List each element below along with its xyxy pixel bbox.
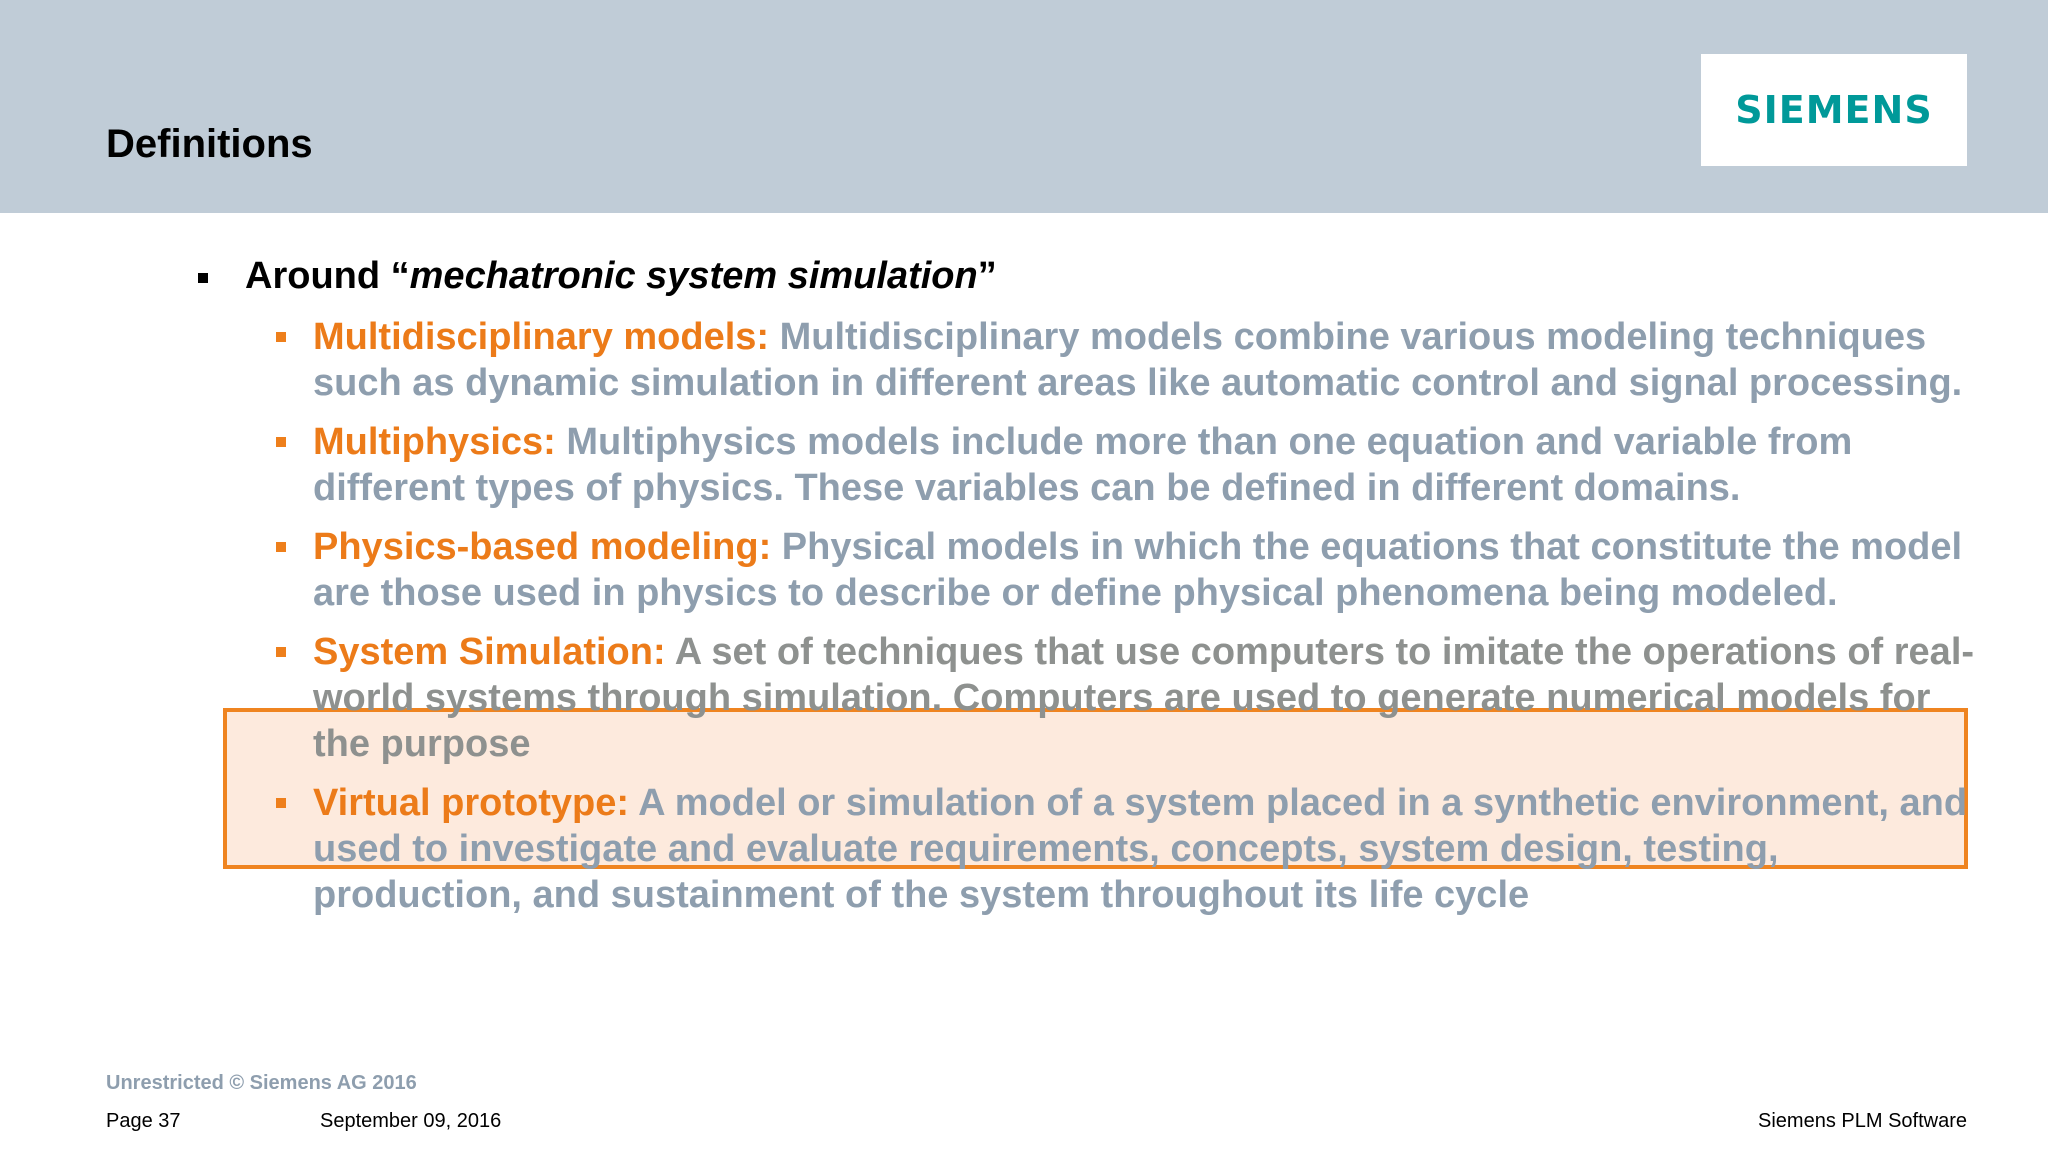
definition-item: [276, 524, 1976, 616]
footer-page-number: Page 37: [106, 1110, 181, 1132]
logo-text: SIEMENS: [1735, 88, 1933, 132]
definition-body: Multiphysics models include more than one equation and variable from different types of physics. These variables can be defined in different domains.: [313, 421, 1853, 509]
square-bullet-icon: [276, 542, 286, 552]
definition-body: Multidisciplinary models combine various modeling techniques such as dynamic simulation in different areas like automatic control and signal processing.: [313, 316, 1963, 404]
definition-text: [313, 629, 1976, 767]
square-bullet-icon: [198, 273, 208, 283]
definition-text: [313, 524, 1976, 616]
definition-body: Physical models in which the equations that constitute the model are those used in physics to describe or define physical phenomena being modeled.: [313, 526, 1963, 614]
section-heading: [198, 255, 997, 298]
definition-term: Virtual prototype:: [313, 782, 629, 824]
slide-title: Definitions: [106, 122, 313, 166]
square-bullet-icon: [276, 437, 286, 447]
definition-text: [313, 314, 1976, 406]
definition-term: Multiphysics:: [313, 421, 556, 463]
slide-header: [0, 0, 2048, 213]
definition-text: [313, 780, 1976, 918]
definition-item: [276, 314, 1976, 406]
definition-list: [276, 314, 1976, 931]
definition-body: A set of techniques that use computers to imitate the operations of real-world systems through simulation. Computers are used to generate numerical models for the purpose: [313, 631, 1975, 765]
definition-term: Multidisciplinary models:: [313, 316, 770, 358]
definition-term: System Simulation:: [313, 631, 666, 673]
siemens-logo: [1701, 54, 1967, 166]
square-bullet-icon: [276, 332, 286, 342]
definition-term: Physics-based modeling:: [313, 526, 772, 568]
footer-company: Siemens PLM Software: [1758, 1110, 1967, 1132]
footer-copyright: Unrestricted © Siemens AG 2016: [106, 1072, 417, 1094]
heading-suffix: ”: [977, 255, 997, 297]
definition-body: A model or simulation of a system placed in a synthetic environment, and used to investigate and evaluate requirements, concepts, system design, testing, production, and sustainment of the system throughout its life cycle: [313, 782, 1968, 916]
section-heading-text: [245, 255, 997, 298]
definition-item: [276, 419, 1976, 511]
definition-item: [276, 780, 1976, 918]
definition-item-highlighted: [276, 629, 1976, 767]
square-bullet-icon: [276, 647, 286, 657]
square-bullet-icon: [276, 798, 286, 808]
definition-text: [313, 419, 1976, 511]
footer-date: September 09, 2016: [320, 1110, 502, 1132]
heading-prefix: Around “: [245, 255, 410, 297]
heading-italic: mechatronic system simulation: [409, 255, 978, 297]
